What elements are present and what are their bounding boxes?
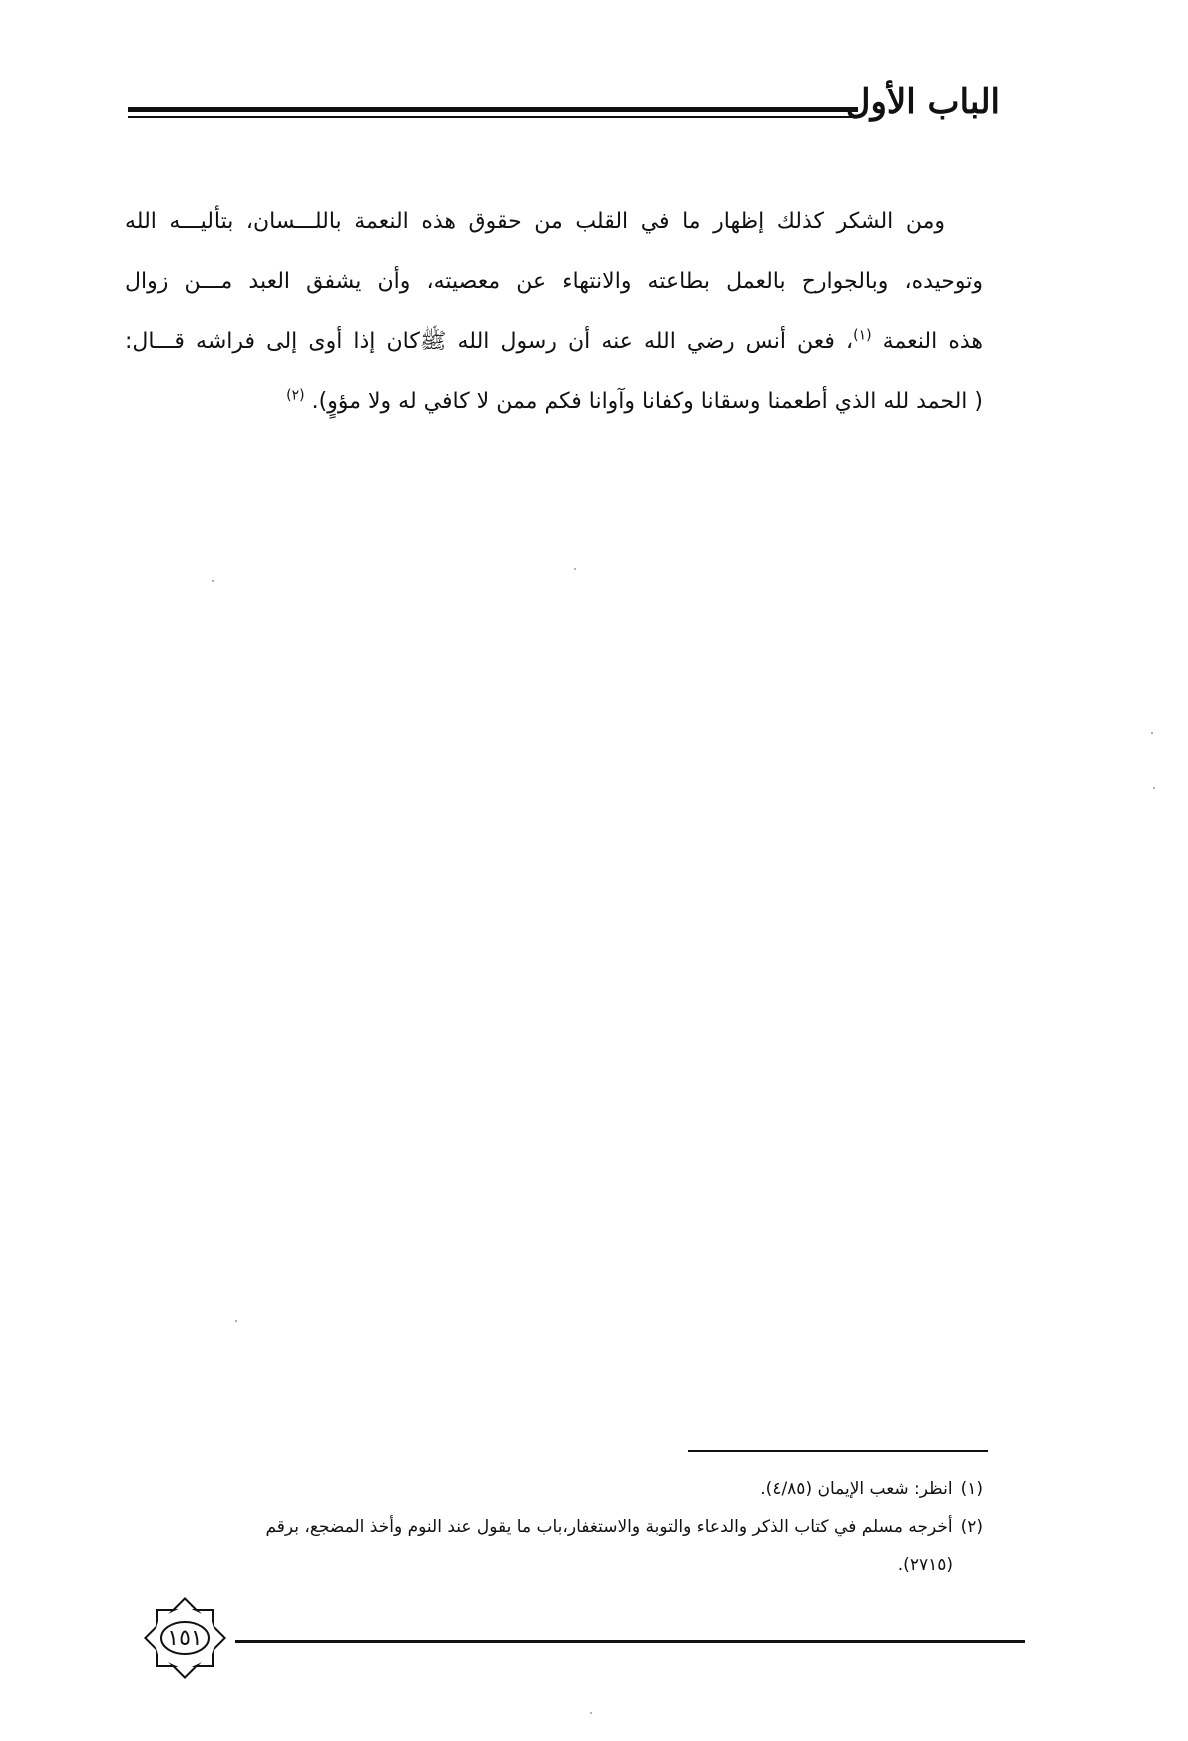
footnote-2-text: أخرجه مسلم في كتاب الذكر والدعاء والتوبة والاستغفار،باب ما يقول عند النوم وأخذ المضجع، برقم — [265, 1517, 953, 1537]
footnote-1-number: (١) — [960, 1479, 983, 1499]
body-line-4 — [125, 372, 983, 432]
body-line-1: ومن الشكر كذلك إظهار ما في القلب من حقوق هذه النعمة باللـــسان، بتأليـــه الله — [125, 209, 945, 234]
body-line-3 — [125, 312, 983, 372]
footnote-1-text: انظر: شعب الإيمان (٤/٨٥). — [760, 1479, 953, 1499]
header-double-rule — [128, 107, 858, 119]
body-line-3-start: هذه النعمة — [882, 329, 983, 354]
footnote-1 — [185, 1470, 983, 1508]
footnote-2-number: (٢) — [960, 1517, 983, 1537]
footer-rule — [235, 1640, 1025, 1643]
body-line-2: وتوحيده، وبالجوارح بالعمل بطاعته والانتهاء عن معصيته، وأن يشفق العبد مـــن زوال — [125, 269, 983, 294]
footnote-2 — [185, 1508, 983, 1584]
scan-speck — [212, 580, 214, 582]
page-number: ١٥١ — [167, 1625, 203, 1651]
footnote-ref-2[interactable]: (٢) — [286, 387, 305, 404]
header-rule-thin — [128, 116, 858, 118]
scan-speck — [1153, 787, 1155, 789]
footnote-2-continuation: (٢٧١٥). — [897, 1555, 953, 1575]
chapter-title: الباب الأول — [845, 82, 1000, 122]
scan-speck — [574, 568, 576, 570]
scan-speck — [235, 1320, 237, 1322]
footnote-ref-1[interactable]: (١) — [853, 327, 872, 344]
header-rule-thick — [128, 107, 858, 112]
body-line-3-rest: ، فعن أنس رضي الله عنه أن رسول الله ﷺكان إذا أوى إلى فراشه قـــال: — [125, 329, 854, 354]
body-paragraph — [125, 192, 983, 432]
scan-speck — [590, 1712, 592, 1714]
page-number-badge — [135, 1588, 235, 1688]
scan-speck — [1151, 732, 1153, 734]
body-line-4-text: ( الحمد لله الذي أطعمنا وسقانا وكفانا وآوانا فكم ممن لا كافي له ولا مؤوٍ). — [311, 389, 983, 414]
footnotes — [185, 1470, 983, 1584]
footnote-separator — [688, 1450, 988, 1452]
